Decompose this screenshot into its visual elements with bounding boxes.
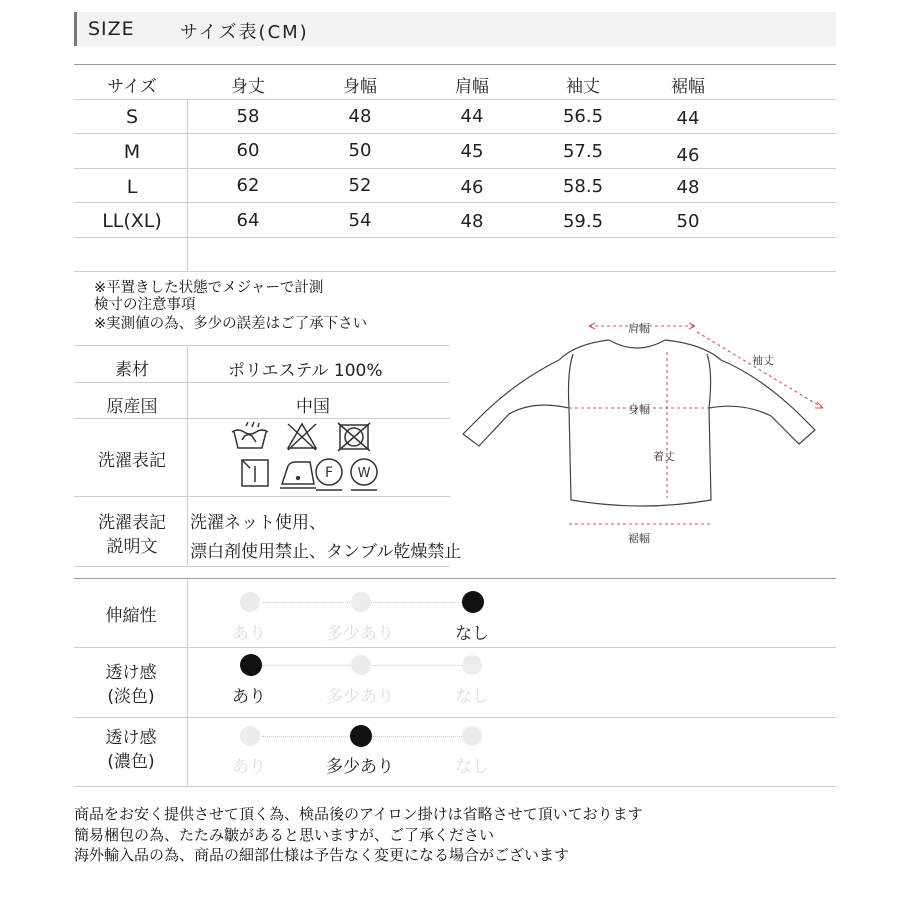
section-title-en: SIZE xyxy=(88,18,135,40)
row-label-size: L xyxy=(126,176,138,198)
table-cell: 52 xyxy=(348,175,372,196)
origin-label: 原産国 xyxy=(106,397,158,417)
table-cell: 46 xyxy=(460,177,484,198)
footer-note: 簡易梱包の為、たたみ皺があると思いますが、ご了承ください xyxy=(74,826,495,844)
table-rule xyxy=(74,786,836,787)
line-dry-shade-icon xyxy=(242,460,268,486)
sheer-light-sublabel: (淡色) xyxy=(107,687,155,707)
no-bleach-icon xyxy=(288,424,316,450)
column-header-sleeve: 袖丈 xyxy=(566,77,600,97)
origin-value: 中国 xyxy=(296,397,330,417)
table-rule xyxy=(74,99,836,100)
scale-option: 多少あり xyxy=(326,624,394,644)
scale-option: あり xyxy=(232,757,266,777)
measure-lines xyxy=(569,323,823,524)
table-cell: 50 xyxy=(676,211,700,232)
footer-note: 商品をお安く提供させて頂く為、検品後のアイロン掛けは省略させて頂いております xyxy=(74,805,643,823)
sheer-dark-sublabel: (濃色) xyxy=(107,752,155,772)
row-label-size: LL(XL) xyxy=(102,210,162,232)
table-rule xyxy=(74,717,836,718)
column-header-hem: 裾幅 xyxy=(671,77,705,97)
dry-clean-f-icon xyxy=(316,459,342,490)
dry-clean-letter: F xyxy=(324,465,334,481)
scale-dot xyxy=(462,726,482,746)
scale-dot xyxy=(240,726,260,746)
iron-low-icon xyxy=(280,462,316,488)
scale-option: なし xyxy=(455,687,489,707)
wet-clean-letter: W xyxy=(357,466,371,481)
care-desc-label: 洗濯表記 xyxy=(98,513,166,533)
table-rule xyxy=(74,382,450,383)
hem-width-label: 裾幅 xyxy=(628,532,650,545)
table-cell: 58 xyxy=(236,106,260,127)
no-tumble-dry-icon xyxy=(338,423,370,451)
measurement-note: ※平置きした状態でメジャーで計測 xyxy=(94,280,324,296)
scale-option: なし xyxy=(455,757,489,777)
table-rule xyxy=(74,237,836,238)
table-rule xyxy=(74,345,450,346)
scale-option: あり xyxy=(232,624,266,644)
table-cell: 44 xyxy=(460,106,484,127)
table-cell: 57.5 xyxy=(562,141,604,162)
material-value: ポリエステル 100% xyxy=(228,361,383,381)
column-header-length: 身丈 xyxy=(231,77,265,97)
footer-note: 海外輸入品の為、商品の細部仕様は予告なく変更になる場合がございます xyxy=(74,846,570,864)
measurement-note: 検寸の注意事項 xyxy=(94,297,196,313)
scale-dot xyxy=(351,655,371,675)
table-cell: 64 xyxy=(236,210,260,231)
table-rule xyxy=(74,647,836,648)
table-rule xyxy=(74,566,450,567)
scale-dot xyxy=(240,592,260,612)
table-cell: 48 xyxy=(676,177,700,198)
care-desc-value: 漂白剤使用禁止、タンブル乾燥禁止 xyxy=(190,542,462,562)
sheer-dark-label: 透け感 xyxy=(105,728,157,748)
table-cell: 45 xyxy=(460,141,484,162)
measurement-note: ※実測値の為、多少の誤差はご了承下さい xyxy=(94,316,368,332)
table-cell: 44 xyxy=(676,108,700,129)
table-cell: 60 xyxy=(236,140,260,161)
row-label-size: M xyxy=(123,141,141,163)
garment-diagram xyxy=(455,312,835,552)
table-cell: 48 xyxy=(460,211,484,232)
section-title-jp: サイズ表(CM) xyxy=(180,22,309,43)
body-length-label: 着丈 xyxy=(653,450,675,463)
table-rule xyxy=(74,133,836,134)
table-cell: 54 xyxy=(348,210,372,231)
care-label: 洗濯表記 xyxy=(98,451,166,471)
scale-dot-selected xyxy=(350,725,372,747)
shoulder-width-label: 肩幅 xyxy=(628,322,650,335)
table-rule xyxy=(74,64,836,65)
stretch-label: 伸縮性 xyxy=(105,606,157,626)
table-cell: 46 xyxy=(676,145,700,166)
material-label: 素材 xyxy=(115,360,149,380)
table-rule xyxy=(74,202,836,203)
table-cell: 50 xyxy=(348,140,372,161)
care-desc-value: 洗濯ネット使用、 xyxy=(190,513,326,533)
sheer-light-label: 透け感 xyxy=(105,663,157,683)
scale-option: 多少あり xyxy=(326,687,394,707)
table-rule xyxy=(74,496,450,497)
scale-dot xyxy=(462,655,482,675)
chest-width-label: 身幅 xyxy=(628,403,650,416)
row-label-size: S xyxy=(125,106,139,128)
table-cell: 56.5 xyxy=(562,106,604,127)
scale-dot-selected xyxy=(240,654,262,676)
table-divider xyxy=(187,578,188,786)
hand-wash-icon xyxy=(232,422,268,448)
scale-option-selected: 多少あり xyxy=(326,757,394,777)
sleeve-length-label: 袖丈 xyxy=(752,354,774,367)
scale-option-selected: なし xyxy=(455,624,489,644)
table-rule xyxy=(74,271,836,272)
scale-dot xyxy=(351,592,371,612)
care-icons xyxy=(226,420,396,496)
table-rule xyxy=(74,168,836,169)
table-cell: 48 xyxy=(348,106,372,127)
wet-clean-w-icon xyxy=(351,459,377,490)
table-cell: 62 xyxy=(236,175,260,196)
scale-option-selected: あり xyxy=(232,687,266,707)
table-rule xyxy=(74,578,836,579)
column-header-shoulder: 肩幅 xyxy=(455,77,489,97)
table-cell: 59.5 xyxy=(562,211,604,232)
table-rule xyxy=(74,418,450,419)
column-header-width: 身幅 xyxy=(343,77,377,97)
scale-dot-selected xyxy=(462,591,484,613)
care-desc-label: 説明文 xyxy=(106,537,158,557)
table-cell: 58.5 xyxy=(562,176,604,197)
column-header-size: サイズ xyxy=(107,77,157,97)
